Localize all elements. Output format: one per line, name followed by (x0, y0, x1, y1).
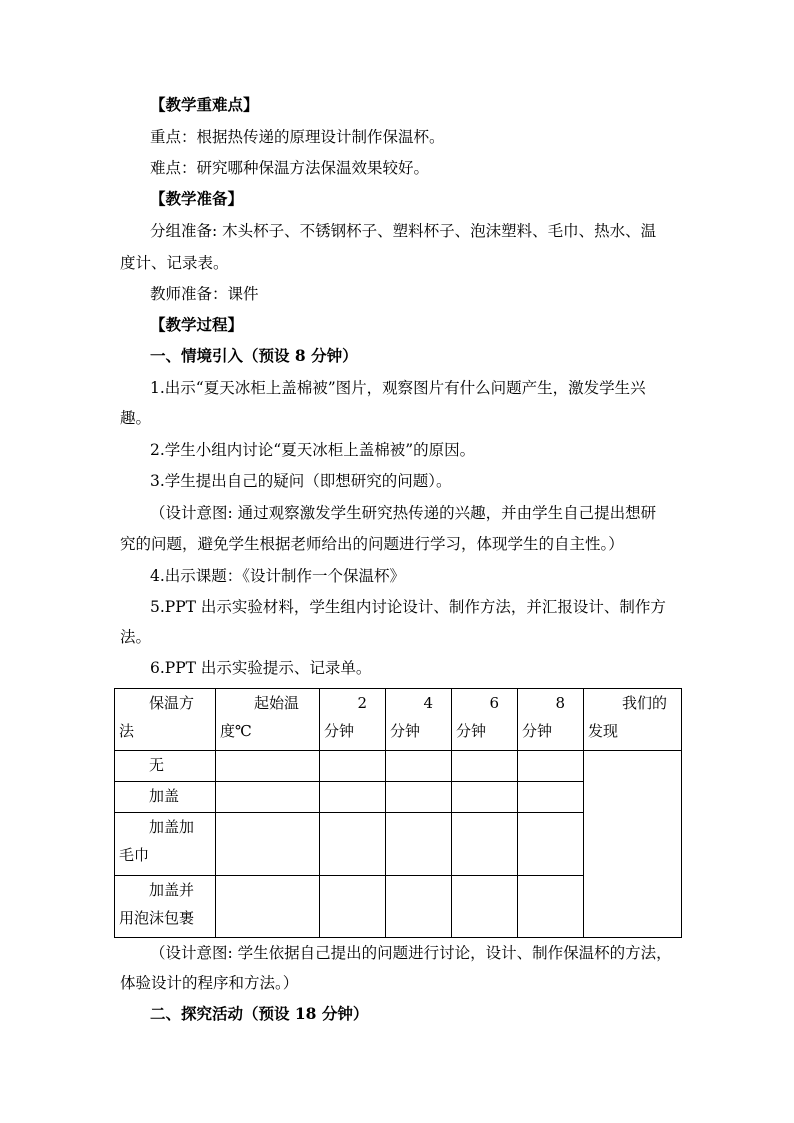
step5-line1: 5.PPT 出示实验材料，学生组内讨论设计、制作方法，并汇报设计、制作方 (150, 598, 666, 616)
header-findings: 我们的 发现 (584, 689, 682, 751)
heading-key-difficult: 【教学重难点】 (150, 95, 259, 114)
header-6min: 6 分钟 (452, 689, 518, 751)
intent1-line2: 究的问题，避免学生根据老师给出的问题进行学习，体现学生的自主性。） (120, 535, 624, 553)
teacher-prep-text: 教师准备：课件 (150, 285, 259, 303)
heading-process: 【教学过程】 (150, 315, 244, 334)
step2-text: 2.学生小组内讨论“夏天冰柜上盖棉被”的原因。 (150, 441, 476, 459)
header-method: 保温方 法 (115, 689, 216, 751)
intent1-line1: （设计意图: 通过观察激发学生研究热传递的兴趣，并由学生自己提出想研 (150, 504, 657, 522)
step4-text: 4.出示课题：《设计制作一个保温杯》 (150, 567, 406, 585)
difficult-point-text: 难点：研究哪种保温方法保温效果较好。 (150, 159, 430, 177)
header-2min: 2 分钟 (320, 689, 386, 751)
table-row (115, 751, 682, 782)
intent2-line2: 体验设计的程序和方法。） (120, 974, 299, 992)
row-method-none: 无 (115, 751, 216, 782)
row-method-lid-foam: 加盖并 用泡沫包裹 (115, 876, 216, 938)
table-header-row (115, 689, 682, 751)
group-prep-line2: 度计、记录表。 (120, 254, 229, 272)
intent2-line1: （设计意图: 学生依据自己提出的问题进行讨论，设计、制作保温杯的方法， (150, 944, 672, 962)
row-method-lid: 加盖 (115, 782, 216, 813)
part1-heading: 一、情境引入（预设 8 分钟） (150, 346, 358, 365)
step5-line2: 法。 (120, 628, 152, 646)
step3-text: 3.学生提出自己的疑问（即想研究的问题）。 (150, 472, 452, 490)
step1-line1: 1.出示“夏天冰柜上盖棉被”图片，观察图片有什么问题产生，激发学生兴 (150, 379, 646, 397)
header-8min: 8 分钟 (518, 689, 584, 751)
heading-preparation: 【教学准备】 (150, 189, 244, 208)
group-prep-line1: 分组准备: 木头杯子、不锈钢杯子、塑料杯子、泡沫塑料、毛巾、热水、温 (150, 222, 657, 240)
row-method-lid-towel: 加盖加 毛巾 (115, 813, 216, 876)
key-point-text: 重点：根据热传递的原理设计制作保温杯。 (150, 128, 445, 146)
header-4min: 4 分钟 (386, 689, 452, 751)
record-table (114, 688, 682, 938)
findings-cell (584, 751, 682, 938)
header-start-temp: 起始温 度℃ (216, 689, 320, 751)
part2-heading: 二、探究活动（预设 18 分钟） (150, 1004, 369, 1023)
step1-line2: 趣。 (120, 409, 152, 427)
step6-text: 6.PPT 出示实验提示、记录单。 (150, 659, 372, 677)
